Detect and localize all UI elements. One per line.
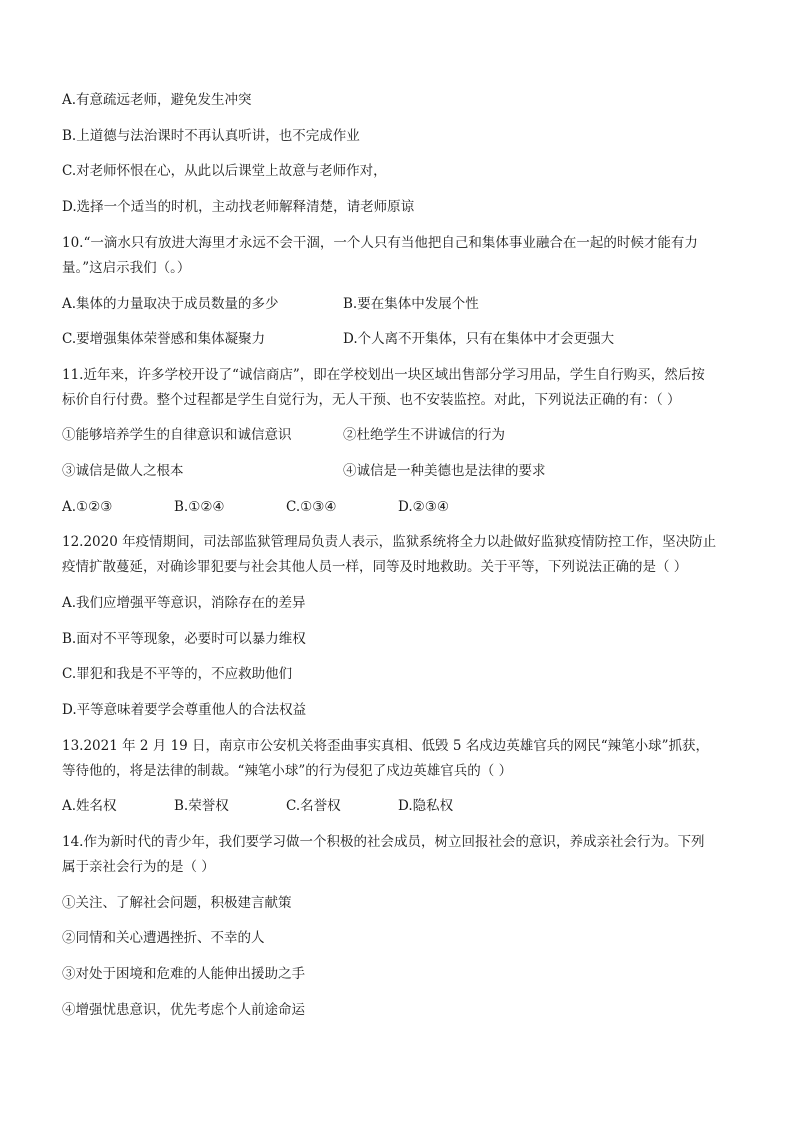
q11-option-b: B.①②④	[174, 499, 225, 515]
q11-option-a: A.①②③	[62, 499, 113, 515]
q12-option-b: B.面对不平等现象，必要时可以暴力维权	[62, 631, 306, 647]
q9-option-c: C.对老师怀恨在心，从此以后课堂上故意与老师作对，	[62, 163, 387, 179]
q13-option-b: B.荣誉权	[174, 798, 229, 814]
q14-statement-1: ①关注、了解社会问题，积极建言献策	[62, 895, 292, 911]
q10-option-b: B.要在集体中发展个性	[343, 296, 479, 312]
q11-statement-2: ②杜绝学生不讲诚信的行为	[343, 427, 505, 443]
q12-option-a: A.我们应增强平等意识，消除存在的差异	[62, 595, 306, 611]
q11-stem-line2: 标价自行付费。整个过程都是学生自觉行为，无人干预、也不安装监控。对此，下列说法正确的有：（ ）	[62, 392, 681, 408]
q13-stem-line1: 13.2021 年 2 月 19 日，南京市公安机关将歪曲事实真相、低毁 5 名戍边英雄官兵的网民“辣笔小球”抓获，	[62, 738, 710, 754]
q12-stem-line2: 疫情扩散蔓延，对确诊罪犯要与社会其他人员一样，同等及时地救助。关于平等，下列说法正确的是（ ）	[62, 559, 688, 575]
q11-option-c: C.①③④	[286, 499, 337, 515]
q14-stem-line2: 属于亲社会行为的是（ ）	[62, 859, 215, 875]
q11-statement-1: ①能够培养学生的自律意识和诚信意识	[62, 427, 292, 443]
q10-option-a: A.集体的力量取决于成员数量的多少	[62, 296, 279, 312]
q10-stem-line2: 量。”这启示我们（。）	[62, 260, 191, 276]
q14-statement-4: ④增强忧患意识，优先考虑个人前途命运	[62, 1002, 305, 1018]
q13-option-d: D.隐私权	[398, 798, 454, 814]
q11-stem-line1: 11.近年来，许多学校开设了“诚信商店”，即在学校划出一块区域出售部分学习用品，学生自行购买，然后按	[62, 367, 705, 383]
q11-statement-4: ④诚信是一种美德也是法律的要求	[343, 463, 546, 479]
q12-stem-line1: 12.2020 年疫情期间，司法部监狱管理局负责人表示，监狱系统将全力以赴做好监狱疫情防控工作，坚决防止	[62, 534, 717, 550]
q14-statement-3: ③对处于困境和危难的人能伸出援助之手	[62, 966, 305, 982]
q11-statement-3: ③诚信是做人之根本	[62, 463, 184, 479]
q14-stem-line1: 14.作为新时代的青少年，我们要学习做一个积极的社会成员，树立回报社会的意识，养成亲社会行为。下列	[62, 834, 705, 850]
q9-option-a: A.有意疏远老师，避免发生冲突	[62, 92, 252, 108]
q9-option-d: D.选择一个适当的时机，主动找老师解释清楚，请老师原谅	[62, 199, 415, 215]
q10-stem-line1: 10.“一滴水只有放进大海里才永远不会干涸，一个人只有当他把自己和集体事业融合在一起的时候才能有力	[62, 235, 698, 251]
q13-option-c: C.名誉权	[286, 798, 341, 814]
q12-option-c: C.罪犯和我是不平等的，不应救助他们	[62, 666, 293, 682]
q11-option-d: D.②③④	[398, 499, 449, 515]
q13-option-a: A.姓名权	[62, 798, 117, 814]
q12-option-d: D.平等意味着要学会尊重他人的合法权益	[62, 702, 307, 718]
q9-option-b: B.上道德与法治课时不再认真听讲，也不完成作业	[62, 128, 360, 144]
q14-statement-2: ②同情和关心遭遇挫折、不幸的人	[62, 930, 265, 946]
q13-stem-line2: 等待他的，将是法律的制裁。“辣笔小球”的行为侵犯了戍边英雄官兵的（ ）	[62, 763, 513, 779]
q10-option-d: D.个人离不开集体，只有在集体中才会更强大	[343, 331, 615, 347]
q10-option-c: C.要增强集体荣誉感和集体凝聚力	[62, 331, 266, 347]
